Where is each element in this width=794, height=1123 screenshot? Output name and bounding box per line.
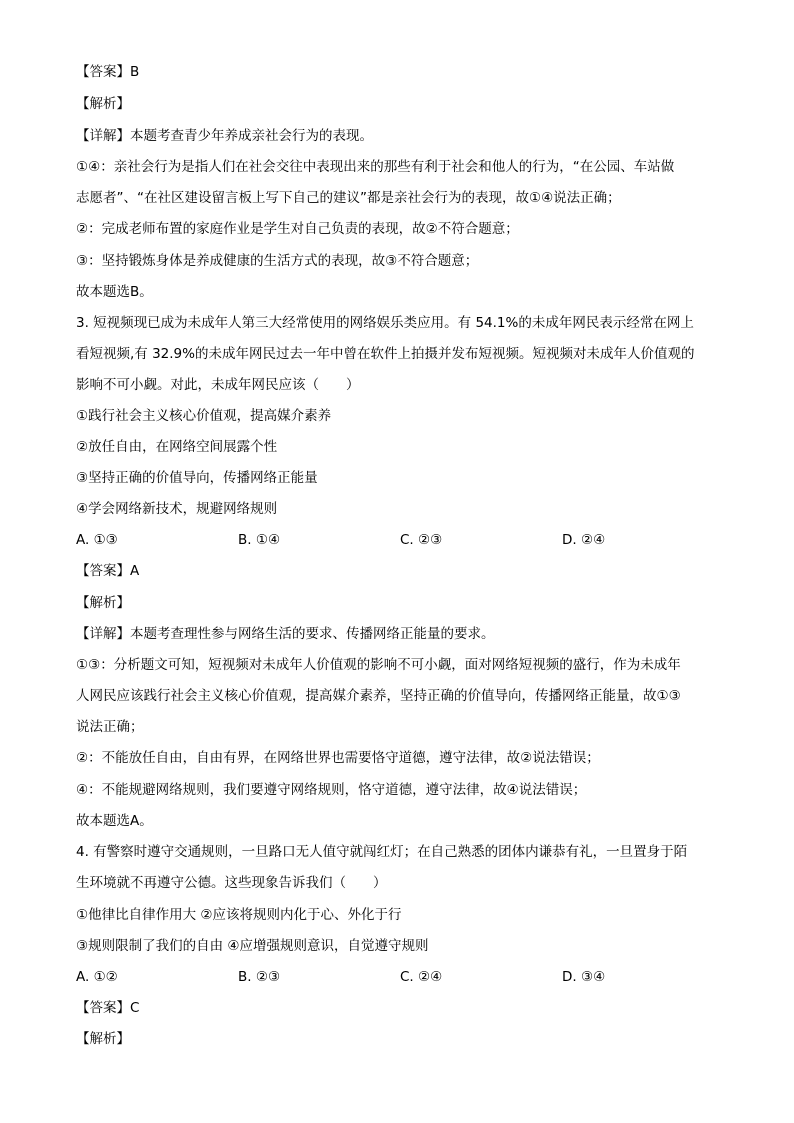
- detail-paragraph: ②：不能放任自由，自由有界，在网络世界也需要恪守道德，遵守法律，故②说法错误；: [76, 750, 600, 766]
- detail-paragraph: ②：完成老师布置的家庭作业是学生对自己负责的表现，故②不符合题意；: [76, 221, 519, 237]
- detail-paragraph: 人网民应该践行社会主义核心价值观，提高媒介素养，坚持正确的价值导向，传播网络正能量，故①③: [76, 688, 681, 704]
- analysis-label: 【解析】: [76, 595, 130, 611]
- option-b: B. ②③: [238, 969, 281, 985]
- question-stem: 3. 短视频现已成为未成年人第三大经常使用的网络娱乐类应用。有 54.1%的未成年网民表示经常在网上: [76, 315, 694, 331]
- answer-label: 【答案】B: [76, 64, 140, 80]
- detail-paragraph: ①④：亲社会行为是指人们在社会交往中表现出来的那些有利于社会和他人的行为，“在公园、车站做: [76, 159, 675, 175]
- option-c: C. ②④: [400, 969, 443, 985]
- answer-label: 【答案】A: [76, 563, 140, 579]
- analysis-label: 【解析】: [76, 96, 130, 112]
- statement-item: ④学会网络新技术，规避网络规则: [76, 501, 278, 517]
- statement-item: ①他律比自律作用大 ②应该将规则内化于心、外化于行: [76, 907, 402, 923]
- conclusion: 故本题选B。: [76, 284, 153, 300]
- option-a: A. ①③: [76, 532, 118, 548]
- statement-item: ③规则限制了我们的自由 ④应增强规则意识，自觉遵守规则: [76, 938, 429, 954]
- option-d: D. ②④: [562, 532, 606, 548]
- option-a: A. ①②: [76, 969, 118, 985]
- detail-paragraph: 志愿者”、“在社区建设留言板上写下自己的建议”都是亲社会行为的表现，故①④说法正确；: [76, 190, 621, 206]
- analysis-label: 【解析】: [76, 1031, 130, 1047]
- option-b: B. ①④: [238, 532, 281, 548]
- detail-intro: 【详解】本题考查理性参与网络生活的要求、传播网络正能量的要求。: [76, 626, 495, 642]
- option-c: C. ②③: [400, 532, 443, 548]
- question-stem: 4. 有警察时遵守交通规则，一旦路口无人值守就闯红灯；在自己熟悉的团体内谦恭有礼，一旦置身于陌: [76, 844, 688, 860]
- question-stem: 生环境就不再遵守公德。这些现象告诉我们（ ）: [76, 875, 387, 891]
- statement-item: ③坚持正确的价值导向，传播网络正能量: [76, 470, 318, 486]
- conclusion: 故本题选A。: [76, 813, 153, 829]
- detail-paragraph: ①③：分析题文可知，短视频对未成年人价值观的影响不可小觑，面对网络短视频的盛行，作为未成年: [76, 657, 681, 673]
- detail-intro: 【详解】本题考查青少年养成亲社会行为的表现。: [76, 128, 373, 144]
- detail-paragraph: ④：不能规避网络规则，我们要遵守网络规则，恪守道德，遵守法律，故④说法错误；: [76, 782, 587, 798]
- question-stem: 影响不可小觑。对此，未成年网民应该（ ）: [76, 377, 360, 393]
- answer-label: 【答案】C: [76, 1000, 140, 1016]
- detail-paragraph: 说法正确；: [76, 719, 144, 735]
- statement-item: ①践行社会主义核心价值观，提高媒介素养: [76, 408, 332, 424]
- question-stem: 看短视频,有 32.9%的未成年网民过去一年中曾在软件上拍摄并发布短视频。短视频对未成年人价值观的: [76, 346, 695, 362]
- statement-item: ②放任自由，在网络空间展露个性: [76, 439, 278, 455]
- detail-paragraph: ③：坚持锻炼身体是养成健康的生活方式的表现，故③不符合题意；: [76, 253, 479, 269]
- option-d: D. ③④: [562, 969, 606, 985]
